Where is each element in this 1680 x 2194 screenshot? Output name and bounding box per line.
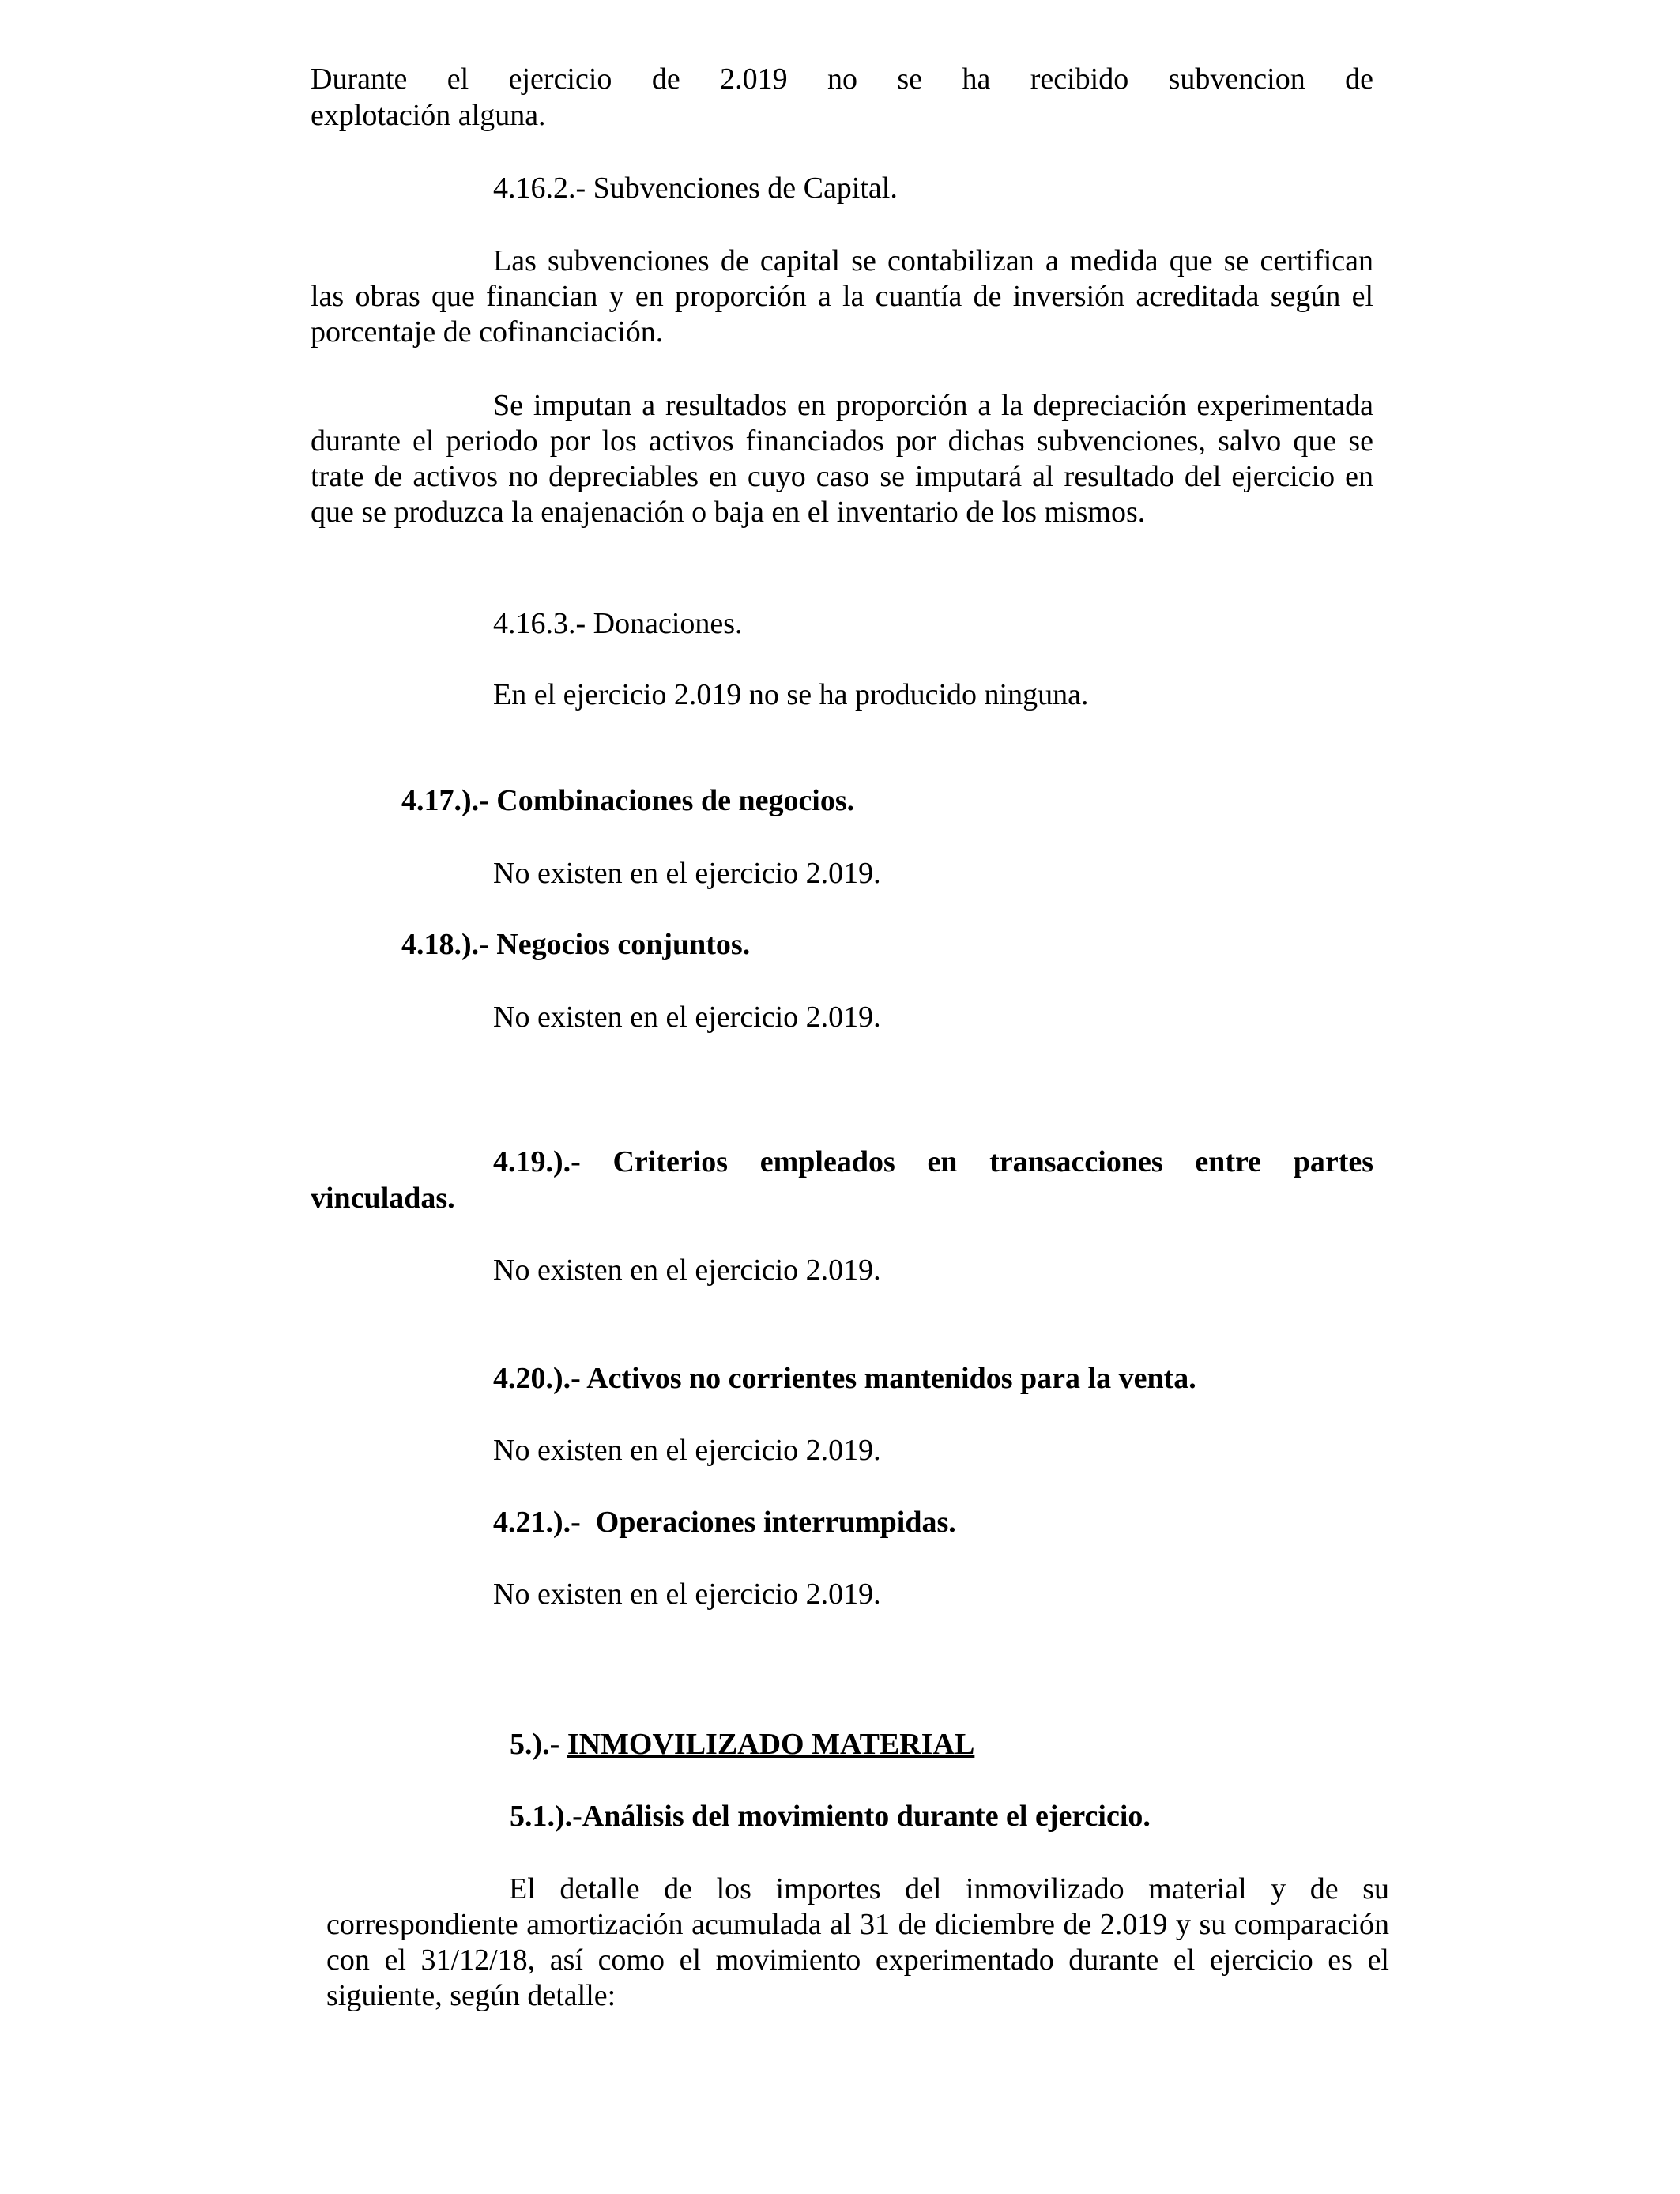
paragraph-4-20: No existen en el ejercicio 2.019. xyxy=(493,1434,881,1467)
paragraph-detalle-importes: El detalle de los importes del inmovilizado material y de su correspondiente amortización acumulada al 31 de diciembre de 2.019 y su comparación con el 31/12/18, así como el movimiento experimentado durante el ejercicio es el siguiente, según detalle: xyxy=(326,1872,1389,2012)
paragraph-4-19: No existen en el ejercicio 2.019. xyxy=(493,1253,881,1287)
paragraph-subvenciones-capital: Las subvenciones de capital se contabilizan a medida que se certifican las obras que financian y en proporción a la cuantía de inversión acreditada según el porcentaje de cofinanciación. xyxy=(311,244,1373,349)
heading-4-17: 4.17.).- Combinaciones de negocios. xyxy=(401,784,855,817)
heading-section-5-title: INMOVILIZADO MATERIAL xyxy=(567,1728,975,1761)
paragraph-donaciones: En el ejercicio 2.019 no se ha producido ninguna. xyxy=(493,678,1089,711)
paragraph-4-18: No existen en el ejercicio 2.019. xyxy=(493,1001,881,1034)
heading-4-19-line1: 4.19.).- Criterios empleados en transacciones entre partes xyxy=(493,1145,1373,1178)
paragraph-imputacion-resultados: Se imputan a resultados en proporción a la depreciación experimentada durante el periodo por los activos financiados por dichas subvenciones, salvo que se trate de activos no depreciables en cuyo caso se imputará al resultado del ejercicio en que se produzca la enajenación o baja en el inventario de los mismos. xyxy=(311,389,1373,529)
heading-section-5 xyxy=(510,1727,974,1762)
heading-4-20: 4.20.).- Activos no corrientes mantenidos para la venta. xyxy=(493,1362,1196,1395)
heading-4-16-3: 4.16.3.- Donaciones. xyxy=(493,607,743,640)
heading-section-5-number: 5.).- xyxy=(510,1728,567,1761)
heading-4-21: 4.21.).- Operaciones interrumpidas. xyxy=(493,1506,956,1539)
paragraph-4-21: No existen en el ejercicio 2.019. xyxy=(493,1578,881,1611)
paragraph-subvencion-explotacion-line2: explotación alguna. xyxy=(311,99,546,132)
heading-5-1: 5.1.).-Análisis del movimiento durante el ejercicio. xyxy=(510,1800,1151,1833)
heading-4-16-2: 4.16.2.- Subvenciones de Capital. xyxy=(493,172,898,205)
heading-4-19-line2: vinculadas. xyxy=(311,1182,455,1215)
paragraph-4-17: No existen en el ejercicio 2.019. xyxy=(493,857,881,890)
heading-4-18: 4.18.).- Negocios conjuntos. xyxy=(401,928,751,961)
paragraph-subvencion-explotacion-line1: Durante el ejercicio de 2.019 no se ha recibido subvencion de xyxy=(311,62,1373,96)
